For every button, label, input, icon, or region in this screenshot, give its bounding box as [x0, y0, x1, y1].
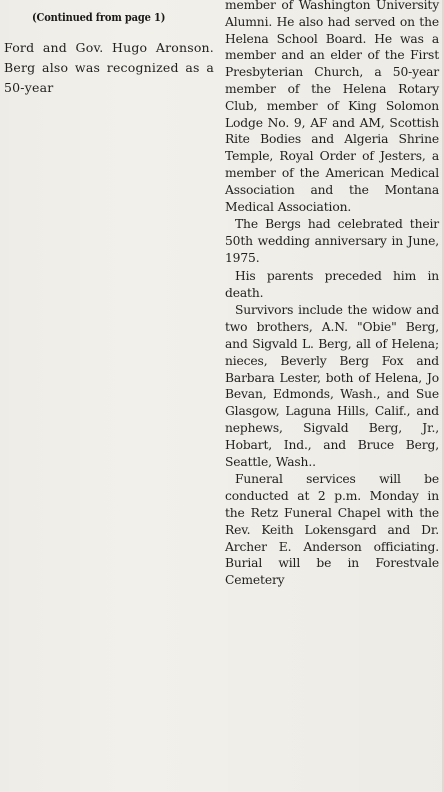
article-paragraph: Survivors include the widow and two brothers, A.N. "Obie" Berg, and Sigvald L. Berg, all of Helena; nieces, Beverly Berg Fox and Barbara Lester, both of Helena, Jo Bevan, Edmonds, Wash., and Sue Glasgow, Laguna Hills, Calif., and nephews, Sigvald Berg, Jr., Hobart, Ind., and Bruce Berg, Seattle, Wash.. [225, 303, 439, 469]
article-paragraph: The Bergs had celebrated their 50th wedding anniversary in June, 1975. [225, 217, 439, 265]
right-column [225, 0, 439, 590]
article-paragraph: member of Washington University Alumni. He also had served on the Helena School Board. He was a member and an elder of the First Presbyterian Church, a 50-year member of the Helena Rotary Club, member of King Solomon Lodge No. 9, AF and AM, Scottish Rite Bodies and Algeria Shrine Temple, Royal Order of Jesters, a member of the American Medical Association and the Montana Medical Association. [225, 0, 439, 214]
continued-note-text: (Continued from page 1) [31, 10, 165, 24]
continued-note [4, 4, 214, 30]
left-column [4, 4, 214, 98]
article-paragraph: Ford and Gov. Hugo Aronson. Berg also was recognized as a 50-year [4, 40, 214, 95]
article-paragraph: Funeral services will be conducted at 2 p.m. Monday in the Retz Funeral Chapel with the Rev. Keith Lokensgard and Dr. Archer E. Anderson officiating. Burial will be in Forestvale Cemetery [225, 472, 439, 588]
article-paragraph: His parents preceded him in death. [225, 268, 439, 300]
